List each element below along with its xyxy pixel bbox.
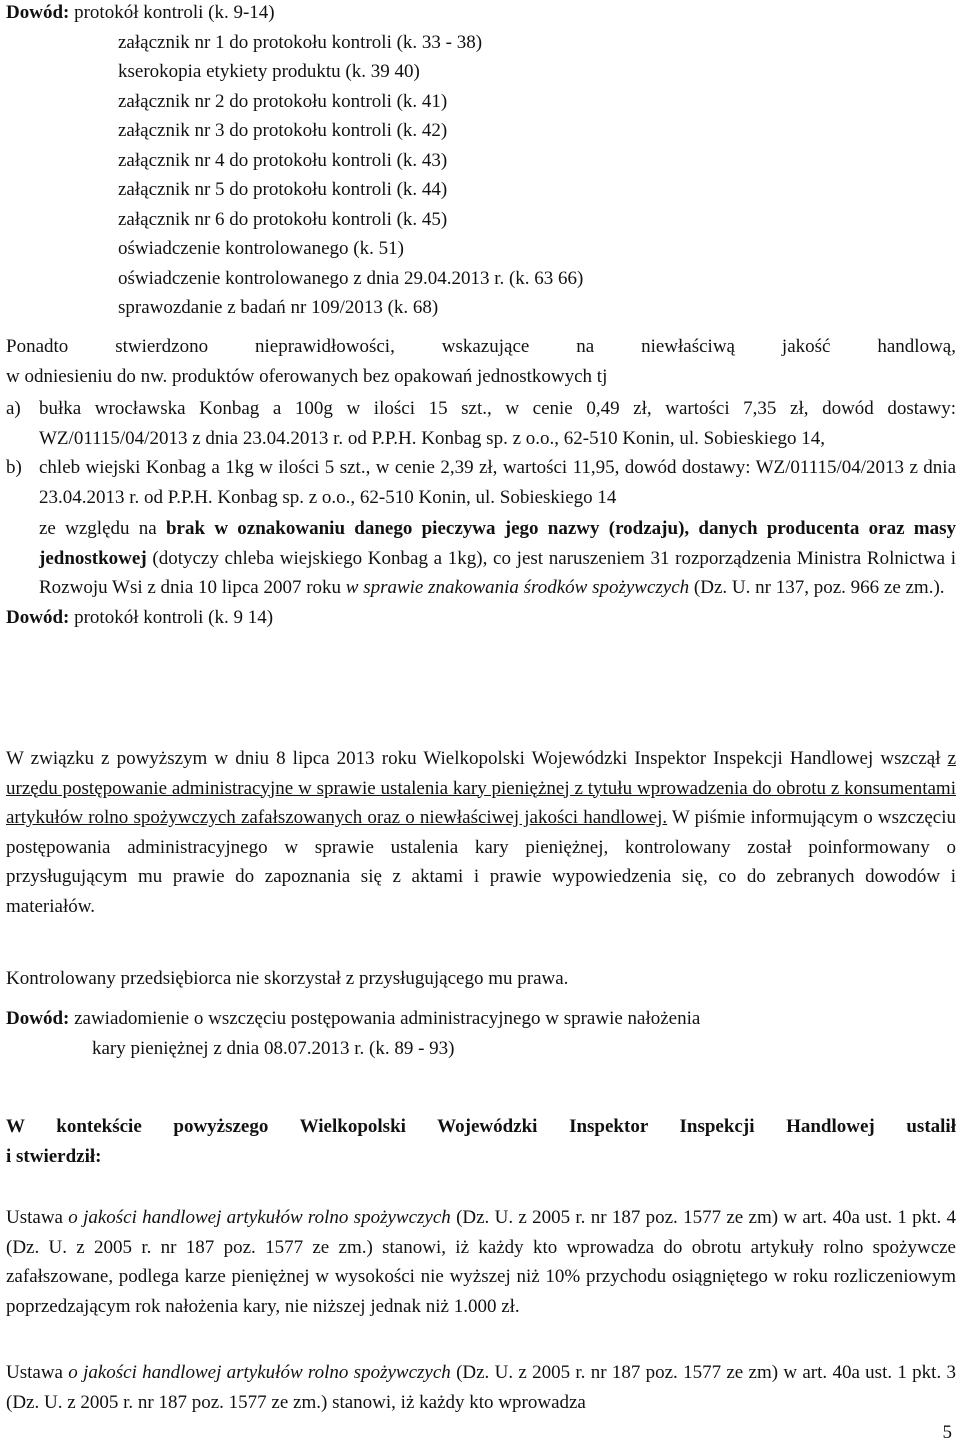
findings-section xyxy=(6,332,956,632)
evidence-block-2: Dowód: protokół kontroli (k. 9 14) xyxy=(6,606,274,628)
list-item: oświadczenie kontrolowanego (k. 51) xyxy=(118,238,404,259)
item-text: chleb wiejski Konbag a 1kg w ilości 5 szt., w cenie 2,39 zł, wartości 11,95, dowód dostawy: WZ/01115/04/2013 z dnia 23.04.2013 r. od P.P.H. Konbag sp. z o.o., 62-510 Konin, ul. Sobieskiego 14 xyxy=(39,457,956,508)
product-item-b xyxy=(6,453,956,512)
product-item-a xyxy=(6,394,956,453)
evidence-label: Dowód: xyxy=(6,2,70,23)
list-item: załącznik nr 5 do protokołu kontroli (k. 44) xyxy=(118,179,448,200)
list-item: kserokopia etykiety produktu (k. 39 40) xyxy=(118,61,420,82)
evidence-block-1 xyxy=(6,0,956,28)
law-paragraph-1: Ustawa o jakości handlowej artykułów rolno spożywczych (Dz. U. z 2005 r. nr 187 poz. 1577 ze zm) w art. 40a ust. 1 pkt. 4 (Dz. U. z 2005 r. nr 187 poz. 1577 ze zm.) stanowi, iż każdy kto wprowadza do obrotu artykuły rolno spożywcze zafałszowane, podlega karze pieniężnej w wysokości nie wyższej niż 10% przychodu osiągniętego w roku rozliczeniowym poprzedzającym rok nałożenia kary, nie niższej jednak niż 1.000 zł. xyxy=(6,1207,957,1317)
proceedings-paragraph: W związku z powyższym w dniu 8 lipca 2013 roku Wielkopolski Wojewódzki Inspektor Inspekcji Handlowej wszczął z urzędu postępowanie administracyjne w sprawie ustalenia kary pieniężnej z tytułu wprowadzenia do obrotu z konsumentami artykułów rolno spożywczych zafałszowanych oraz o niewłaściwej jakości handlowej. W piśmie informującym o wszczęciu postępowania administracyjnego w sprawie ustalenia kary pieniężnej, kontrolowany został poinformowany o przysługującym mu prawie do zapoznania się z aktami i prawie wypowiedzenia się, co do zebranych dowodów i materiałów. xyxy=(6,748,956,917)
violation-reason: ze względu na brak w oznakowaniu danego pieczywa jego nazwy (rodzaju), danych producenta oraz masy jednostkowej (dotyczy chleba wiejskiego Konbag a 1kg), co jest naruszeniem 31 rozporządzenia Ministra Rolnictwa i Rozwoju Wsi z dnia 10 lipca 2007 roku w sprawie znakowania środków spożywczych (Dz. U. nr 137, poz. 966 ze zm.). xyxy=(39,518,956,598)
list-item: oświadczenie kontrolowanego z dnia 29.04.2013 r. (k. 63 66) xyxy=(118,267,584,289)
item-text: bułka wrocławska Konbag a 100g w ilości 15 szt., w cenie 0,49 zł, wartości 7,35 zł, dowód dostawy: WZ/01115/04/2013 z dnia 23.04.2013 r. od P.P.H. Konbag sp. z o.o., 62-510 Konin, ul. Sobieskiego 14, xyxy=(39,398,956,449)
evidence-attachments-list xyxy=(118,28,818,323)
evidence-first: protokół kontroli (k. 9-14) xyxy=(69,2,275,23)
list-item: załącznik nr 3 do protokołu kontroli (k. 42) xyxy=(118,120,448,141)
list-item: załącznik nr 1 do protokołu kontroli (k. 33 - 38) xyxy=(118,31,483,53)
no-use-statement: Kontrolowany przedsiębiorca nie skorzystał z przysługującego mu prawa. xyxy=(6,968,569,989)
law-paragraph-2: Ustawa o jakości handlowej artykułów rolno spożywczych (Dz. U. z 2005 r. nr 187 poz. 1577 ze zm) w art. 40a ust. 1 pkt. 3 (Dz. U. z 2005 r. nr 187 poz. 1577 ze zm.) stanowi, iż każdy kto wprowadza xyxy=(6,1362,957,1413)
list-item: załącznik nr 4 do protokołu kontroli (k. 43) xyxy=(118,149,448,171)
findings-line-1: Ponadto stwierdzono nieprawidłowości, wskazujące na niewłaściwą jakość handlową, xyxy=(6,336,956,357)
list-item: załącznik nr 6 do protokołu kontroli (k. 45) xyxy=(118,208,448,230)
list-item: załącznik nr 2 do protokołu kontroli (k. 41) xyxy=(118,90,448,112)
section-heading: W kontekście powyższego Wielkopolski Wojewódzki Inspektor Inspekcji Handlowej ustalił i stwierdził: xyxy=(6,1116,956,1167)
findings-line-2: w odniesieniu do nw. produktów oferowanych bez opakowań jednostkowych tj xyxy=(6,365,608,387)
list-item: sprawozdanie z badań nr 109/2013 (k. 68) xyxy=(118,297,439,318)
evidence-block-3: Dowód: zawiadomienie o wszczęciu postępowania administracyjnego w sprawie nałożenia kary pieniężnej z dnia 08.07.2013 r. (k. 89 - 93) xyxy=(6,1008,701,1059)
page-number: 5 xyxy=(942,1422,952,1443)
item-marker: b) xyxy=(6,457,22,478)
item-marker: a) xyxy=(6,398,21,419)
